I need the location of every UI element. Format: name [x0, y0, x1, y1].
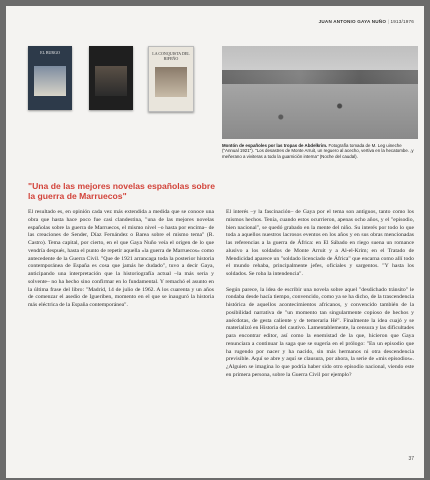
header-years: 1913/1976	[390, 19, 414, 24]
header-separator: |	[387, 19, 389, 24]
book-cover-image	[34, 66, 66, 96]
photo-caption-bold: Montón de españoles por las tropas de Abdelkrim.	[222, 143, 329, 148]
left-column	[28, 209, 214, 318]
pull-quote: "Una de las mejores novelas españolas sobre la guerra de Marruecos"	[28, 181, 216, 201]
magazine-page	[6, 6, 424, 478]
book-cover-1	[28, 46, 72, 110]
page-number: 37	[408, 456, 414, 462]
right-column	[226, 209, 414, 387]
book-cover-2	[89, 46, 133, 110]
photo-caption	[222, 143, 418, 159]
book-cover-image	[155, 67, 187, 97]
battlefield-photo	[222, 46, 418, 139]
running-header	[319, 19, 414, 24]
photo-caption-text: Fotografía tomada de M. Leg uineche ("Annual 1921"). "Los desastres de Monte Arruit, un reguero al acecho, vertiva en la hecatombe. ,y meñerano a viviteras a todo la guarnición interna" (Noche del caudal).	[222, 143, 414, 159]
book-cover-title: LA CONQUISTA DEL RIFEÑO	[152, 51, 190, 61]
header-author: JUAN ANTONIO GAYA NUÑO	[318, 19, 387, 24]
left-paragraph: El resultado es, en opinión cada vez más extendida a medida que se conoce una obra que hasta hace poco fue casi clandestina, "una de las mejores novelas españolas sobre la guerra de Marruecos, el mismo nivel –o hasta por encima– de las creaciones de Sender, Díaz Fernández o Barea sobre el mismo tema" (R. Castro). Tema capital, por cierto, en el que Gaya Nuño veía el origen de lo que vendría después, hasta el punto de repetir aquella «la guerra de Marruecos» como antecedente de la Guerra Civil. "Que de 1921 arrancaga toda la posterior historia contemporánea de España es cosa que jamás he dudado", tuvo a decir Gaya, anticipando una interpretación que la historiografía actual –la más seria y solvente– no ha hecho sino confirmar en lo fundamental. Y remachó el asunto en la última frase del libro: "Madrid, 14 de julio de 1962. A los cuarenta y un años de comenzar el asedio de Igueriben, momento en el que se inauguró la historia más eléctrica de la España contemporánea".	[28, 209, 214, 308]
book-cover-title: EL BURGO	[40, 50, 60, 55]
right-paragraph-1: El interés –y la fascinación– de Gaya por el tema son antiguos, tanto como los mismos hechos. Tenía, cuando estos ocurrieron, apenas ocho años, y el "episodio, bien nacional", se quedó grabado en la mente del niño. Su interés por todo lo que toda a aquellos nuestros lacrosos eventos en los años y en sus obras mencionadas las referencias a la guerra de África: en El Sábado en riego suena un romance alusivo a los soldados de Monte Arruit y a Al-el-Krim; en el Tratado de Mendicidad aparece un "soldado licenciado de África" que encarna como allí todo el mundo rehaba, principalmente jefes, oficiales y sargentos. "Y hasta los soldados. Se roba la intendencia".	[226, 209, 414, 277]
photo-ground	[222, 84, 418, 139]
book-cover-3	[148, 46, 194, 112]
photo-ridge	[222, 70, 418, 84]
book-cover-image	[95, 66, 127, 96]
right-paragraph-2: Según parece, la idea de escribir una novela sobre aquel "desdichado tránsito" le rondaba desde hacía tiempo, convencido, como ya se ha dicho, de la trascendencia histórica de aquellos acontecimientos africanos, y convencido también de la posibilidad narrativa de "un momento tan singularmente copioso de hechos y anécdotas, de gesta caliente y de temeraria Hé". Finalmente la idea cuajó y se materializó en Historia del cautivo. Lamentablemente, la censura y las dificultades para encontrar editor, así como la enemistad de la que, hicieron que Gaya renunciara a continuar la saga que se sugería en el prólogo: "En un episodio que ha rugendo por nacer y ha nacido, sin más hermanos ni otra descendencia previsible. Aquí se abre y aquí se clausura, por ahora, la serie de «mis episodios». ¿Alguien se imagina lo que podría haber sido otro episodio nacional, viendo este en primera persona, sobre la Guerra Civil por ejemplo?	[226, 286, 414, 378]
